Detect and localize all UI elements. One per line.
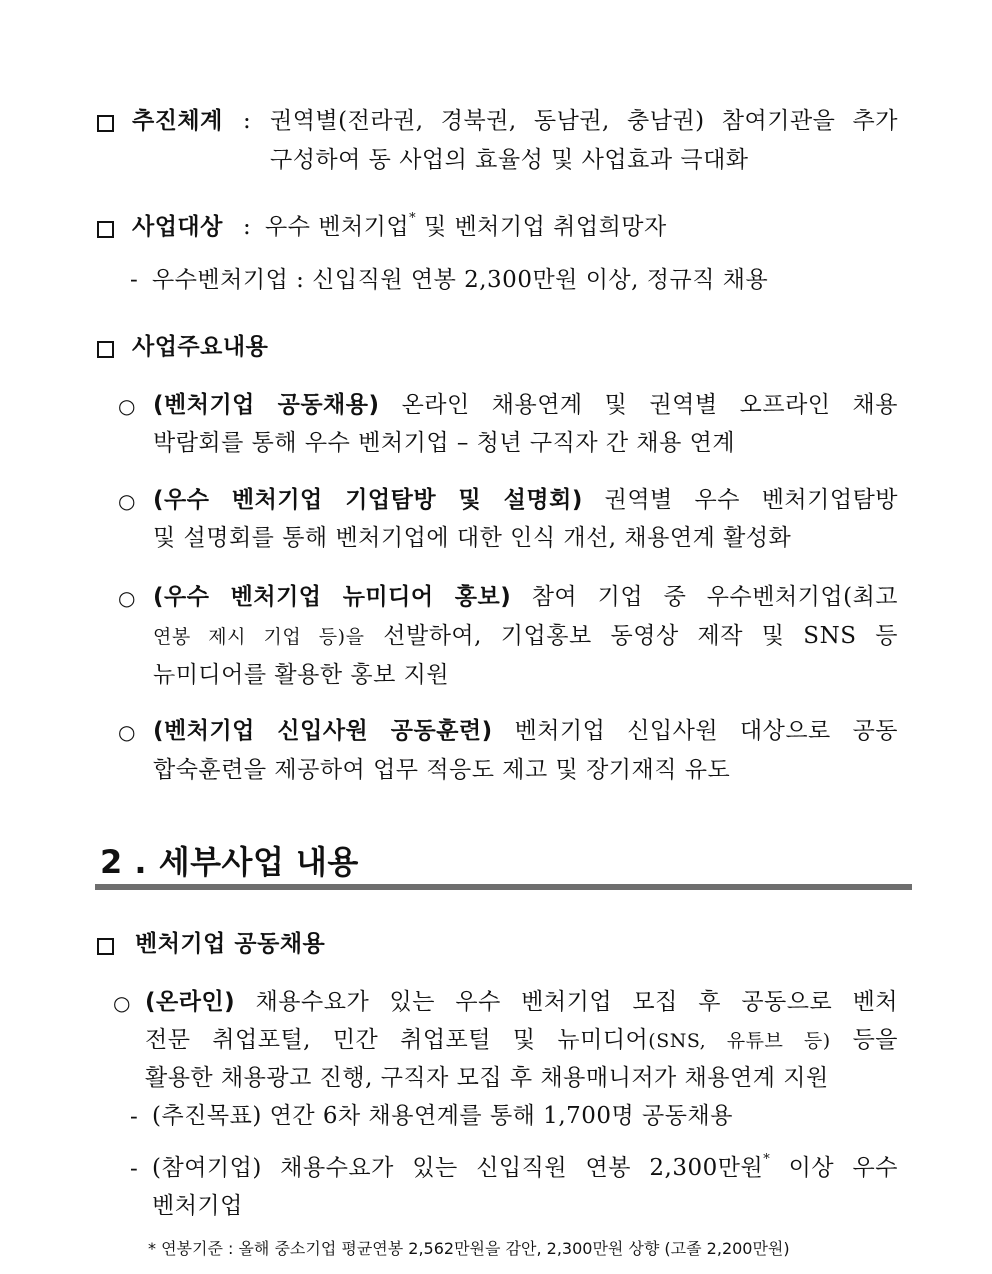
- item-text: 벤처기업 신입사원 대상으로 공동: [514, 718, 899, 744]
- bullet-circle-icon: ○: [118, 394, 136, 418]
- item-new-media-line3: 뉴미디어를 활용한 홍보 지원: [153, 662, 450, 688]
- item-visit-line1: [153, 485, 898, 515]
- business-target-text: [265, 212, 667, 242]
- item-title: (벤처기업 신입사원 공동훈련): [153, 718, 493, 744]
- item-training-line2: 합숙훈련을 제공하여 업무 적응도 제고 및 장기재직 유도: [153, 757, 731, 783]
- item-text: 참여 기업 중 우수벤처기업(최고: [531, 584, 899, 610]
- item-new-media-line2: [153, 621, 898, 652]
- section-title: 2 . 세부사업 내용: [100, 843, 359, 881]
- checkbox-square-icon: [97, 221, 114, 238]
- target-text-a: 우수 벤처기업: [265, 214, 410, 240]
- item-text-small: 연봉 제시 기업 등)을: [153, 626, 365, 648]
- item-title: (우수 벤처기업 기업탐방 및 설명회): [153, 487, 583, 513]
- item-text: 선발하여, 기업홍보 동영상 제작 및 SNS 등: [383, 623, 898, 649]
- label-promotion-system: 추진체계: [132, 108, 223, 134]
- online-line2: [145, 1025, 898, 1056]
- bullet-circle-icon: ○: [118, 586, 136, 610]
- promotion-system-line1: 권역별(전라권, 경북권, 동남권, 충남권) 참여기관을 추가: [270, 108, 898, 134]
- label-separator: :: [243, 108, 252, 134]
- label-joint-hiring: 벤처기업 공동채용: [135, 931, 326, 957]
- item-text: 온라인 채용연계 및 권역별 오프라인 채용: [401, 392, 898, 418]
- item-joint-hiring-line1: [153, 390, 898, 420]
- checkbox-square-icon: [97, 341, 114, 358]
- checkbox-square-icon: [97, 115, 114, 132]
- item-new-media-line1: [153, 582, 898, 612]
- bullet-circle-icon: ○: [118, 489, 136, 513]
- bullet-circle-icon: ○: [113, 991, 131, 1015]
- online-text: 채용수요가 있는 우수 벤처기업 모집 후 공동으로 벤처: [255, 989, 899, 1015]
- dash-marker: -: [130, 1156, 139, 1182]
- label-main-contents: 사업주요내용: [132, 334, 269, 360]
- footnote-star: *: [409, 211, 417, 227]
- online-text: 전문 취업포털, 민간 취업포털 및 뉴미디어: [145, 1027, 649, 1053]
- online-text: 등을: [852, 1027, 899, 1053]
- target-text-b: 및 벤처기업 취업희망자: [423, 214, 667, 240]
- section-divider: [95, 884, 912, 890]
- promotion-system-line2: 구성하여 동 사업의 효율성 및 사업효과 극대화: [270, 147, 749, 173]
- item-joint-hiring-line2: 박람회를 통해 우수 벤처기업 – 청년 구직자 간 채용 연계: [153, 430, 736, 456]
- item-visit-line2: 및 설명회를 통해 벤처기업에 대한 인식 개선, 채용연계 활성화: [153, 525, 792, 551]
- online-line3: 활용한 채용광고 진행, 구직자 모집 후 채용매니저가 채용연계 지원: [145, 1065, 829, 1091]
- item-training-line1: [153, 716, 898, 746]
- label-separator: :: [243, 214, 252, 240]
- online-text-small: (SNS, 유튜브 등): [648, 1030, 831, 1052]
- footnote: * 연봉기준 : 올해 중소기업 평균연봉 2,562만원을 감안, 2,300만원 상향 (고졸 2,200만원): [148, 1239, 790, 1258]
- item-text: 권역별 우수 벤처기업탐방: [604, 487, 899, 513]
- participants-text: (참여기업) 채용수요가 있는 신입직원 연봉 2,300만원: [152, 1155, 764, 1181]
- online-title: (온라인): [145, 989, 236, 1015]
- checkbox-square-icon: [97, 938, 114, 955]
- online-line1: [145, 987, 898, 1017]
- target-goal: (추진목표) 연간 6차 채용연계를 통해 1,700명 공동채용: [152, 1103, 733, 1129]
- dash-marker: -: [130, 1104, 139, 1130]
- bullet-circle-icon: ○: [118, 720, 136, 744]
- footnote-star: *: [763, 1152, 771, 1168]
- participants-line2: 벤처기업: [152, 1193, 243, 1219]
- item-title: (우수 벤처기업 뉴미디어 홍보): [153, 584, 512, 610]
- label-business-target: 사업대상: [132, 214, 223, 240]
- business-target-sub: 우수벤처기업 : 신입직원 연봉 2,300만원 이상, 정규직 채용: [152, 267, 769, 293]
- item-title: (벤처기업 공동채용): [153, 392, 380, 418]
- participants-text: 이상 우수: [788, 1155, 898, 1181]
- dash-marker: -: [130, 267, 139, 293]
- participants-line1: [152, 1153, 898, 1183]
